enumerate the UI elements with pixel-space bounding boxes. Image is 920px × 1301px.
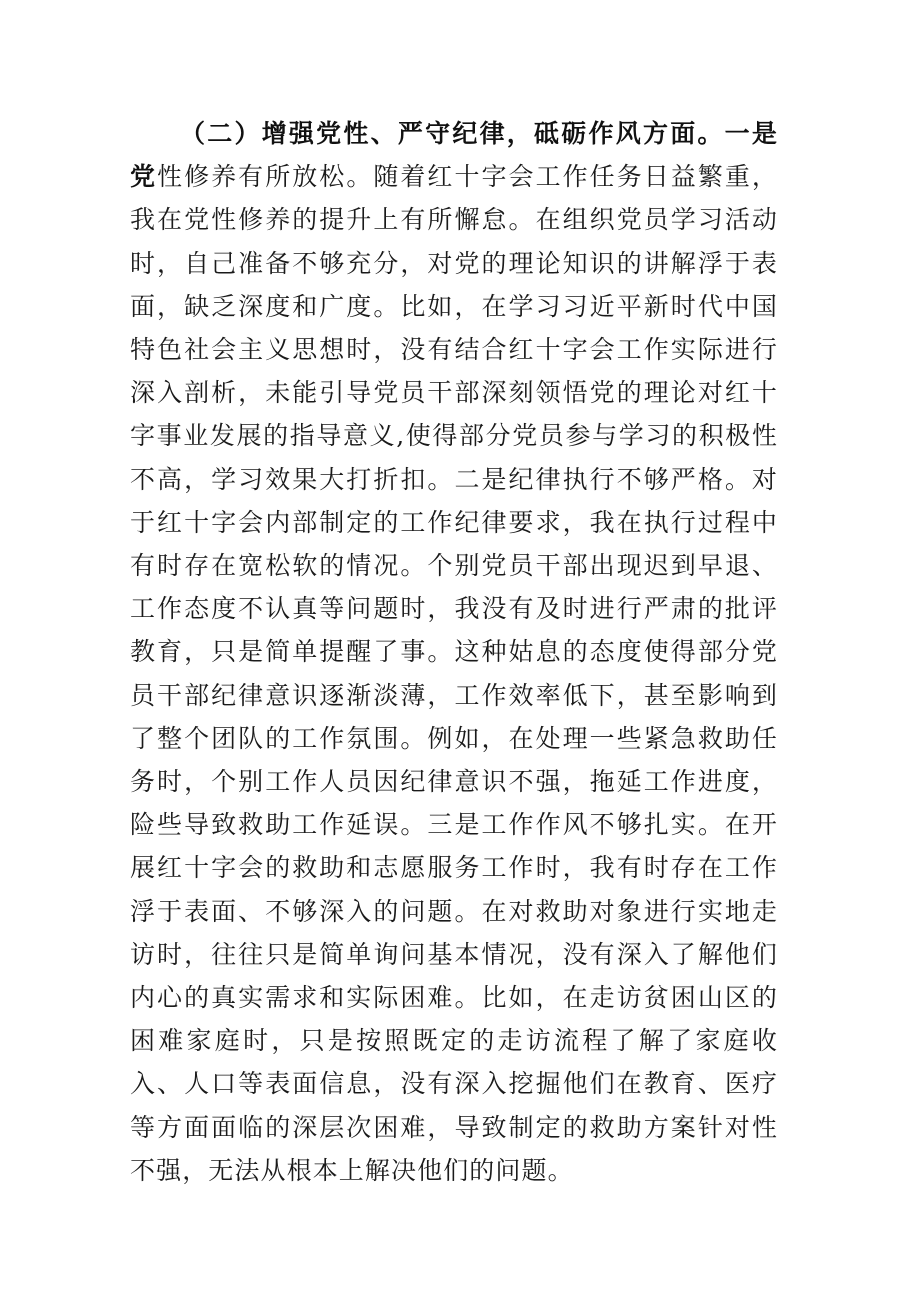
paragraph — [130, 112, 778, 1192]
section-heading: （二）增强党性、严守纪律，砥砺作风方面。一是党 — [130, 119, 778, 192]
paragraph-text: 性修养有所放松。随着红十字会工作任务日益繁重，我在党性修养的提升上有所懈怠。在组织党员学习活动时，自己准备不够充分，对党的理论知识的讲解浮于表面，缺乏深度和广度。比如，在学习习近平新时代中国特色社会主义思想时，没有结合红十字会工作实际进行深入剖析，未能引导党员干部深刻领悟党的理论对红十字事业发展的指导意义,使得部分党员参与学习的积极性不高，学习效果大打折扣。二是纪律执行不够严格。对于红十字会内部制定的工作纪律要求，我在执行过程中有时存在宽松软的情况。个别党员干部出现迟到早退、工作态度不认真等问题时，我没有及时进行严肃的批评教育，只是简单提醒了事。这种姑息的态度使得部分党员干部纪律意识逐渐淡薄，工作效率低下，甚至影响到了整个团队的工作氛围。例如，在处理一些紧急救助任务时，个别工作人员因纪律意识不强，拖延工作进度，险些导致救助工作延误。三是工作作风不够扎实。在开展红十字会的救助和志愿服务工作时，我有时存在工作浮于表面、不够深入的问题。在对救助对象进行实地走访时，往往只是简单询问基本情况，没有深入了解他们内心的真实需求和实际困难。比如，在走访贫困山区的困难家庭时，只是按照既定的走访流程了解了家庭收入、人口等表面信息，没有深入挖掘他们在教育、医疗等方面面临的深层次困难，导致制定的救助方案针对性不强，无法从根本上解决他们的问题。 — [130, 162, 778, 1185]
document-body — [130, 112, 778, 1192]
